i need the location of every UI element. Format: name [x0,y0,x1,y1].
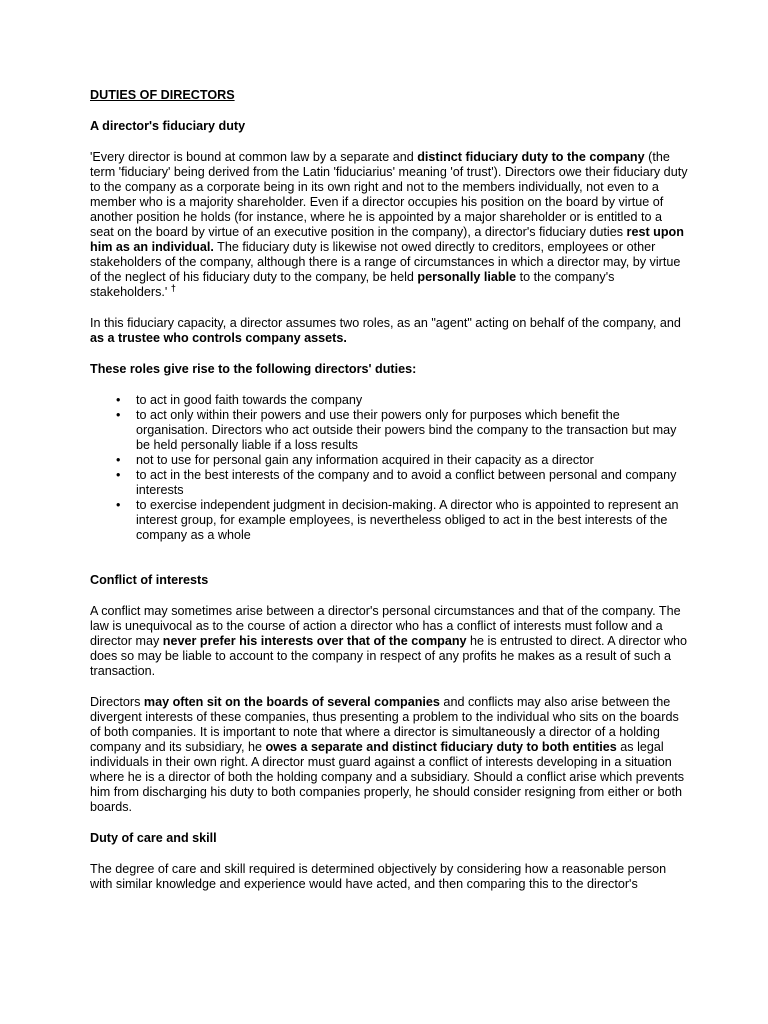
list-item [116,453,688,468]
list-item-text: to act in the best interests of the company and to avoid a conflict between personal and company interests [136,468,677,497]
emphasis-text: as a trustee who controls company assets. [90,331,347,345]
list-item-text: to act only within their powers and use their powers only for purposes which benefit the organisation. Directors who act outside their powers bind the company to the transaction but may be held personally liable if a loss results [136,408,677,452]
emphasis-text: personally liable [417,270,517,284]
text-run: (the term 'fiduciary' being derived from the Latin 'fiduciarius' meaning 'of trust'). Directors owe their fiduciary duty to the company as a corporate being in its own right and not to the members individually, not even to a member who is a majority shareholder. Even if a director occupies his position on the board by virtue of another position he holds (for instance, where he is appointed by a major shareholder or is entitled to a seat on the board by virtue of an executive position in the company), a director's fiduciary duties [90,150,688,239]
list-item-text: not to use for personal gain any information acquired in their capacity as a director [136,453,594,467]
fiduciary-paragraph-roles [90,316,688,346]
list-item [116,468,688,498]
footnote-marker: † [170,282,176,293]
text-run: to the company's stakeholders.' [90,270,615,299]
duties-list-heading: These roles give rise to the following directors' duties: [90,362,417,376]
bullet-icon: • [116,468,121,482]
list-item [116,498,688,543]
text-run: A conflict may sometimes arise between a director's personal circumstances and that of the company. The law is unequivocal as to the course of action a director who has a conflict of interests must follow and a director may [90,604,681,648]
emphasis-text: owes a separate and distinct fiduciary duty to both entities [265,740,617,754]
duties-list [90,393,688,543]
bullet-icon: • [116,408,121,422]
emphasis-text: never prefer his interests over that of the company [162,634,467,648]
section-heading-fiduciary: A director's fiduciary duty [90,119,246,133]
list-item [116,393,688,408]
text-run: he is entrusted to direct. A director who does so may be liable to account to the company in respect of any profits he makes as a result of such a transaction. [90,634,688,678]
text-run: In this fiduciary capacity, a director assumes two roles, as an "agent" acting on behalf of the company, and [90,316,681,330]
bullet-icon: • [116,393,121,407]
list-item-text: to exercise independent judgment in decision-making. A director who is appointed to represent an interest group, for example employees, is nevertheless obliged to act in the best interests of the company as a whole [136,498,679,542]
text-run: and conflicts may also arise between the divergent interests of these companies, thus presenting a problem to the individual who sits on the boards of both companies. It is important to note that where a director is simultaneously a director of a holding company and its subsidiary, he [90,695,679,754]
emphasis-text: rest upon him as an individual. [90,225,684,254]
conflict-paragraph-1 [90,604,688,679]
text-run: Directors [90,695,144,709]
conflict-paragraph-2 [90,695,688,815]
emphasis-text: may often sit on the boards of several companies [143,695,440,709]
emphasis-text: distinct fiduciary duty to the company [417,150,645,164]
care-paragraph-1: The degree of care and skill required is determined objectively by considering how a reasonable person with similar knowledge and experience would have acted, and then comparing this to the director's [90,862,667,891]
bullet-icon: • [116,498,121,512]
text-run: as legal individuals in their own right. A director must guard against a conflict of interests developing in a situation where he is a director of both the holding company and a subsidiary. Should a conflict arise which prevents him from discharging his duty to both companies properly, he should consider resigning from either or both boards. [90,740,685,814]
section-heading-conflict: Conflict of interests [90,573,209,587]
bullet-icon: • [116,453,121,467]
text-run: The fiduciary duty is likewise not owed directly to creditors, employees or other stakeholders of the company, although there is a range of circumstances in which a director may, by virtue of the neglect of his fiduciary duty to the company, be held [90,240,681,284]
list-item [116,408,688,453]
text-run: 'Every director is bound at common law by a separate and [90,150,418,164]
list-item-text: to act in good faith towards the company [136,393,363,407]
section-heading-care: Duty of care and skill [90,831,217,845]
fiduciary-paragraph-quote [90,150,688,300]
document-title: DUTIES OF DIRECTORS [90,88,235,102]
